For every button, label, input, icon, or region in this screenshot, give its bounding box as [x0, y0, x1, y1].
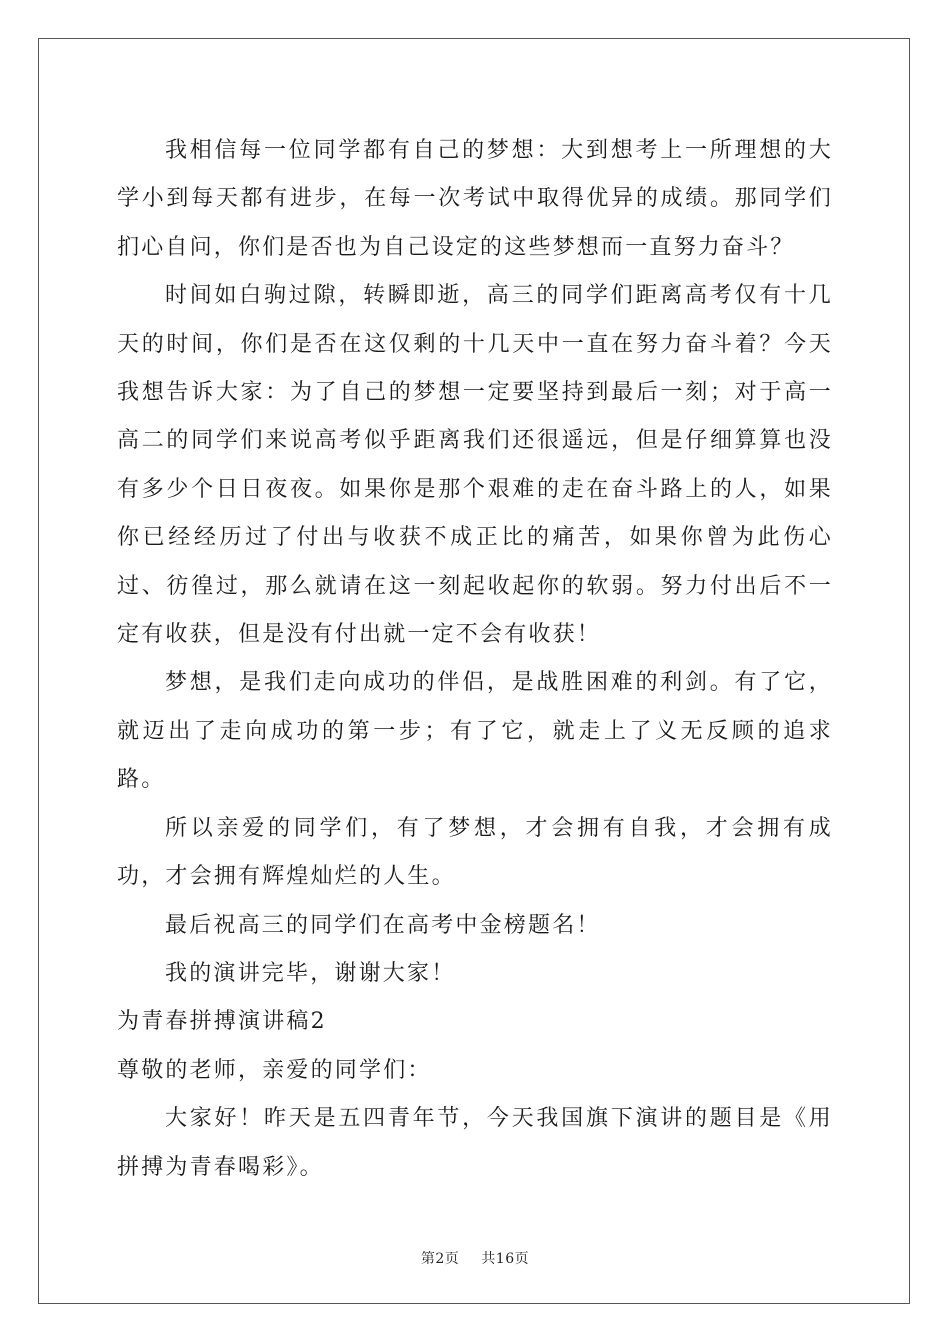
paragraph-opening: 大家好！昨天是五四青年节，今天我国旗下演讲的题目是《用拼搏为青春喝彩》。 — [117, 1106, 833, 1180]
document-body — [117, 127, 833, 1192]
paragraph-wish: 最后祝高三的同学们在高考中金榜题名！ — [165, 912, 601, 938]
paragraph-time: 时间如白驹过隙，转瞬即逝，高三的同学们距离高考仅有十几天的时间，你们是否在这仅剩的十几天中一直在努力奋斗着？今天我想告诉大家：为了自己的梦想一定要坚持到最后一刻；对于高一高二的同学们来说高考似乎距离我们还很遥远，但是仔细算算也没有多少个日日夜夜。如果你是那个艰难的走在奋斗路上的人，如果你已经经历过了付出与收获不成正比的痛苦，如果你曾为此伤心过、彷徨过，那么就请在这一刻起收起你的软弱。努力付出后不一定有收获，但是没有付出就一定不会有收获！ — [117, 283, 833, 648]
page-footer — [0, 1248, 950, 1268]
salutation: 尊敬的老师，亲爱的同学们： — [117, 1057, 432, 1083]
page-total: 共16页 — [481, 1251, 530, 1267]
paragraph-companion: 梦想，是我们走向成功的伴侣，是战胜困难的利剑。有了它，就迈出了走向成功的第一步；有了它，就走上了义无反顾的追求路。 — [117, 670, 833, 793]
section-title: 为青春拼搏演讲稿2 — [117, 1009, 327, 1035]
paragraph-dream: 我相信每一位同学都有自己的梦想：大到想考上一所理想的大学小到每天都有进步，在每一次考试中取得优异的成绩。那同学们扪心自问，你们是否也为自己设定的这些梦想而一直努力奋斗？ — [117, 138, 833, 260]
paragraph-closing: 我的演讲完毕，谢谢大家！ — [165, 960, 456, 986]
paragraph-so: 所以亲爱的同学们，有了梦想，才会拥有自我，才会拥有成功，才会拥有辉煌灿烂的人生。 — [117, 815, 833, 890]
page-number: 第2页 — [420, 1251, 460, 1267]
